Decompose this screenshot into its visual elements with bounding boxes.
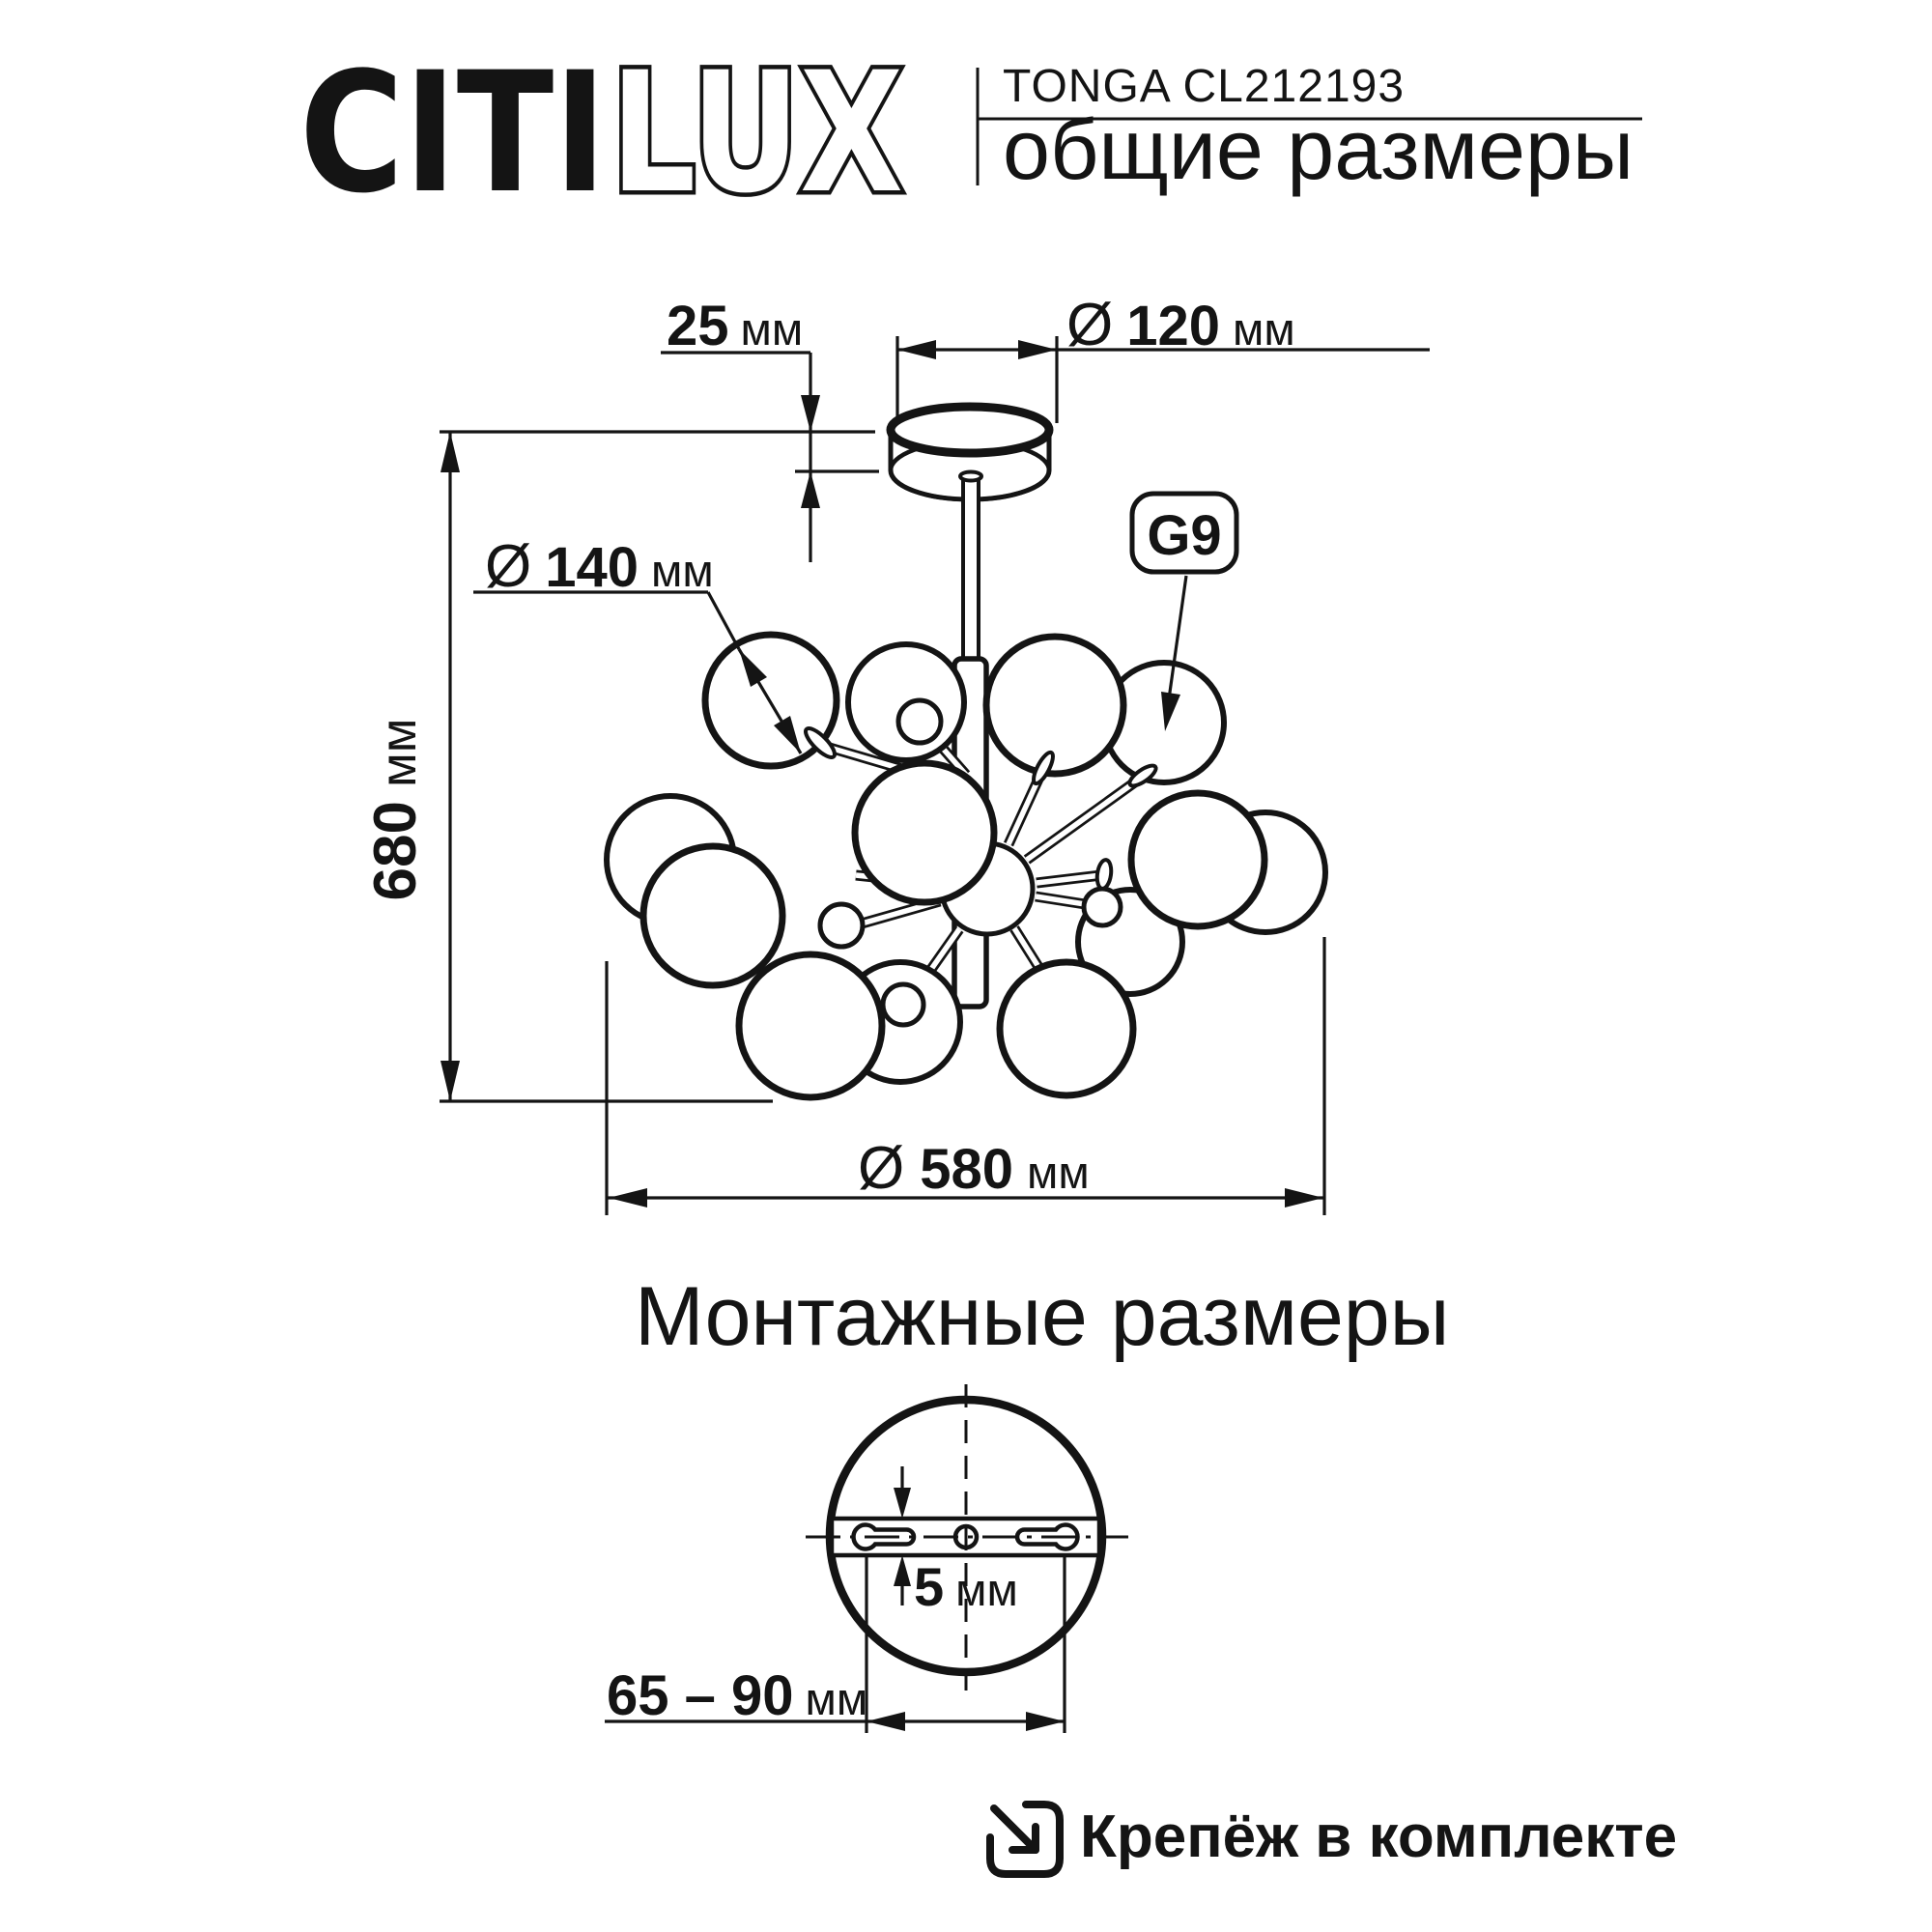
socket (883, 984, 923, 1025)
socket (1084, 889, 1121, 925)
mounting-heading: Монтажные размеры (635, 1270, 1450, 1363)
label-slot-width: 5 мм (914, 1556, 1018, 1617)
sheet-section-title: общие размеры (1003, 101, 1634, 197)
globe (986, 637, 1123, 774)
label-total-diameter: Ø 580 мм (858, 1135, 1090, 1202)
label-globe-diameter: Ø 140 мм (485, 533, 714, 600)
label-hole-span: 65 – 90 мм (607, 1664, 868, 1727)
socket (820, 904, 863, 947)
stem-top-cap (960, 472, 981, 481)
label-total-height: 680мм (362, 718, 429, 901)
footer (990, 1804, 1677, 1874)
socket (898, 700, 941, 743)
upper-stem (963, 475, 979, 661)
globe (643, 846, 782, 985)
globe (739, 954, 882, 1097)
globe (855, 763, 994, 902)
brand-logo-outline: LUX (611, 36, 903, 230)
globe (1131, 793, 1264, 926)
hardware-included-note: Крепёж в комплекте (1080, 1804, 1678, 1870)
globe (1000, 962, 1133, 1095)
model-number: TONGA CL212193 (1003, 61, 1406, 112)
label-canopy-diameter: Ø 120 мм (1066, 292, 1295, 358)
brand-logo-solid: CITI (299, 36, 607, 230)
label-canopy-drop: 25 мм (667, 295, 804, 357)
label-socket-type: G9 (1147, 504, 1222, 567)
